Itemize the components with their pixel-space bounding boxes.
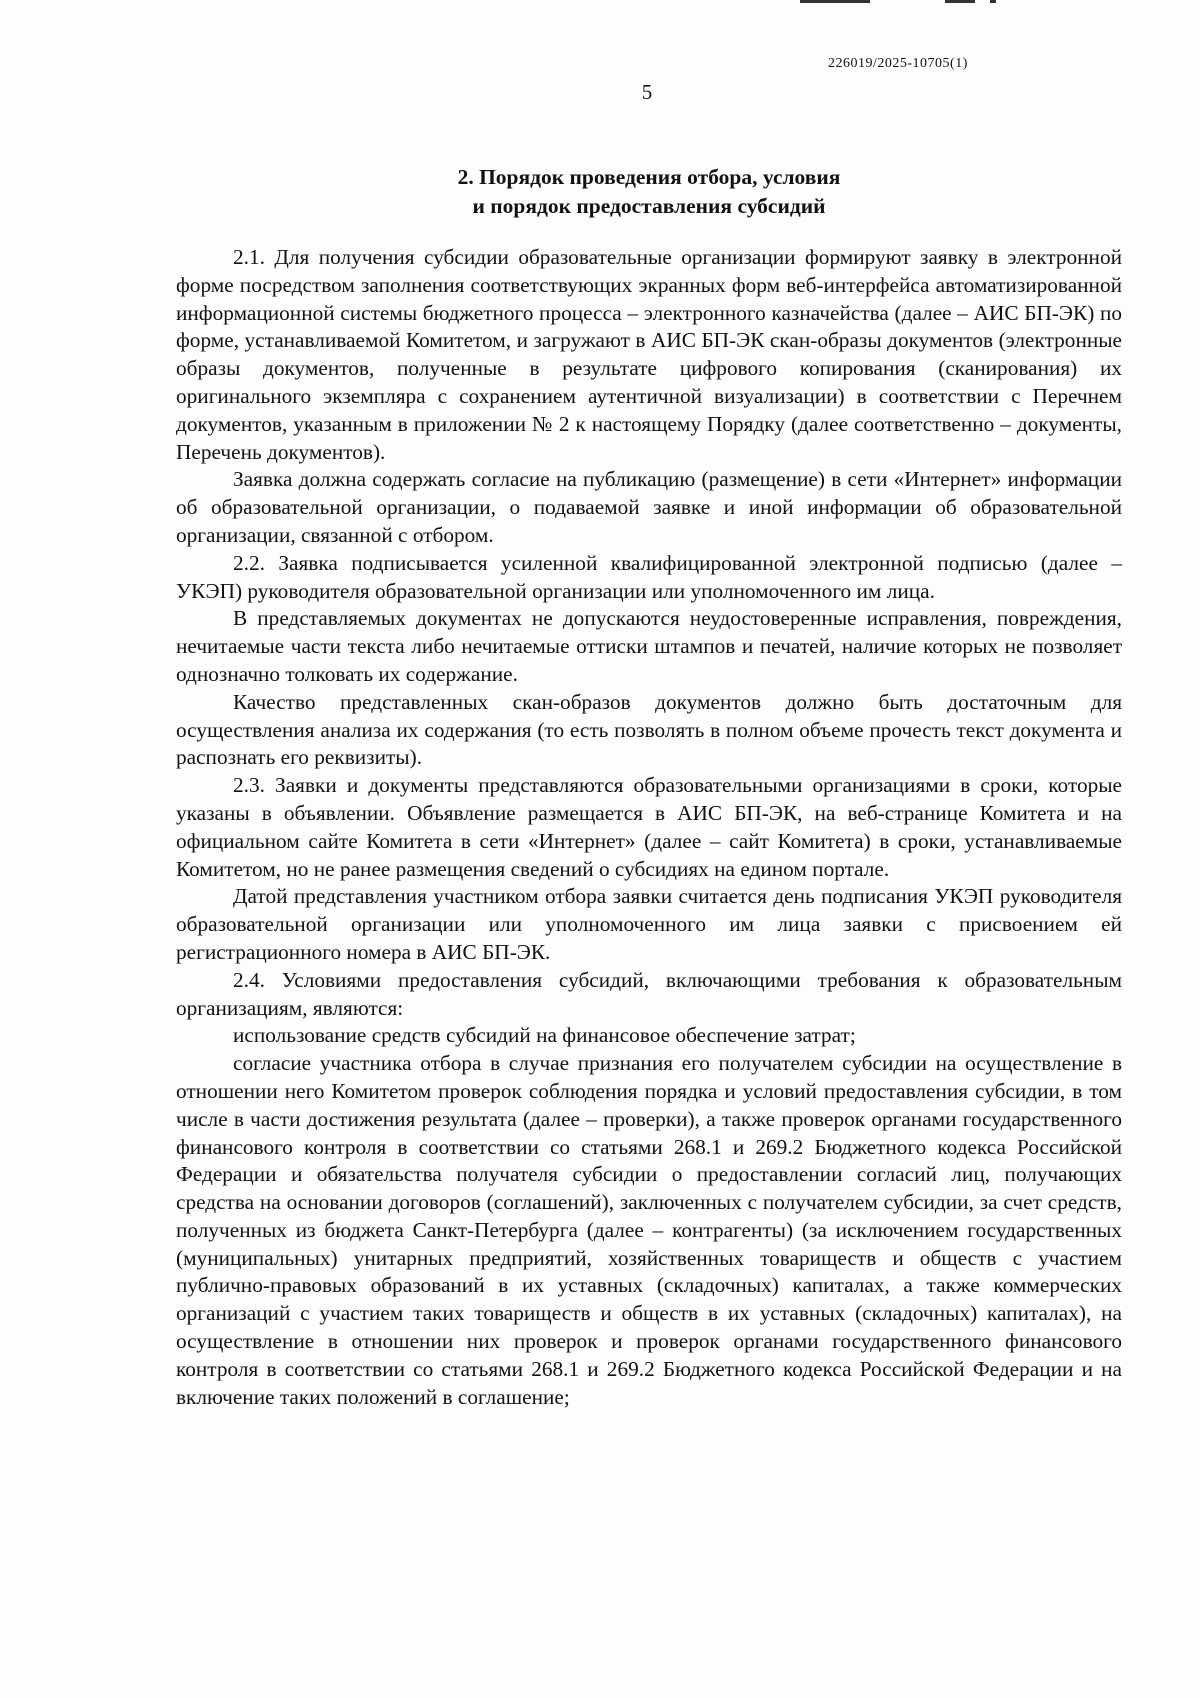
scan-mark <box>990 0 996 3</box>
paragraph-audit-consent: согласие участника отбора в случае признания его получателем субсидии на осуществление в отношении него Комитетом проверок соблюдения порядка и условий предоставления субсидии, в том числе в части достижения результата (далее – проверки), а также проверок органами государственного финансового контроля в соответствии со статьями 268.1 и 269.2 Бюджетного кодекса Российской Федерации и обязательства получателя субсидии о предоставлении согласий лиц, получающих средства на основании договоров (соглашений), заключенных с получателем субсидии, за счет средств, полученных из бюджета Санкт-Петербурга (далее – контрагенты) (за исключением государственных (муниципальных) унитарных предприятий, хозяйственных товариществ и обществ с участием публично-правовых образований в их уставных (складочных) капиталах, а также коммерческих организаций с участием таких товариществ и обществ в их уставных (складочных) капиталах), на осуществление в отношении них проверок и проверок органами государственного финансового контроля в соответствии со статьями 268.1 и 269.2 Бюджетного кодекса Российской Федерации и на включение таких положений в соглашение; <box>176 1051 1122 1409</box>
page-number: 5 <box>641 80 653 104</box>
paragraph-use-of-funds: использование средств субсидий на финансовое обеспечение затрат; <box>233 1023 856 1048</box>
paragraph-2-3: 2.3. Заявки и документы представляются образовательными организациями в сроки, которые указаны в объявлении. Объявление размещается в АИС БП-ЭК, на веб-странице Комитета и на официальном сайте Комитета в сети «Интернет» (далее – сайт Комитета) в сроки, устанавливаемые Комитетом, но не ранее размещения сведений о субсидиях на едином портале. <box>176 773 1122 881</box>
section-title <box>176 163 1122 221</box>
section-title-line-1: 2. Порядок проведения отбора, условия <box>457 165 841 189</box>
paragraph-consent: Заявка должна содержать согласие на публикацию (размещение) в сети «Интернет» информации об образовательной организации, о подаваемой заявке и иной информации об образовательной организации, связанной с отбором. <box>176 467 1122 547</box>
paragraph-no-corrections: В представляемых документах не допускаются неудостоверенные исправления, повреждения, нечитаемые части текста либо нечитаемые оттиски штампов и печатей, наличие которых не позволяет однозначно толковать их содержание. <box>176 606 1122 686</box>
paragraph-2-2: 2.2. Заявка подписывается усиленной квалифицированной электронной подписью (далее – УКЭП) руководителя образовательной организации или уполномоченного им лица. <box>176 550 1122 603</box>
section-title-line-2: и порядок предоставления субсидий <box>472 194 826 218</box>
document-id: 226019/2025-10705(1) <box>828 56 968 71</box>
paragraph-submission-date: Датой представления участником отбора заявки считается день подписания УКЭП руководителя образовательной организации или уполномоченного им лица заявки с присвоением ей регистрационного номера в АИС БП-ЭК. <box>176 884 1122 964</box>
scan-mark <box>800 0 870 3</box>
paragraph-scan-quality: Качество представленных скан-образов документов должно быть достаточным для осуществления анализа их содержания (то есть позволять в полном объеме прочесть текст документа и распознать его реквизиты). <box>176 689 1122 770</box>
body-text <box>176 244 1122 1411</box>
scan-mark <box>945 0 975 3</box>
paragraph-2-1: 2.1. Для получения субсидии образовательные организации формируют заявку в электронной форме посредством заполнения соответствующих экранных форм веб-интерфейса автоматизированной информационной системы бюджетного процесса – электронного казначейства (далее – АИС БП-ЭК) по форме, устанавливаемой Комитетом, и загружают в АИС БП-ЭК скан-образы документов (электронные образы документов, полученные в результате цифрового копирования (сканирования) их оригинального экземпляра с сохранением аутентичной визуализации) в соответствии с Перечнем документов, указанным в приложении № 2 к настоящему Порядку (далее соответственно – документы, Перечень документов). <box>176 245 1122 464</box>
paragraph-2-4: 2.4. Условиями предоставления субсидий, включающими требования к образовательным организациям, являются: <box>176 967 1122 1020</box>
scan-edge-marks <box>800 0 1060 6</box>
